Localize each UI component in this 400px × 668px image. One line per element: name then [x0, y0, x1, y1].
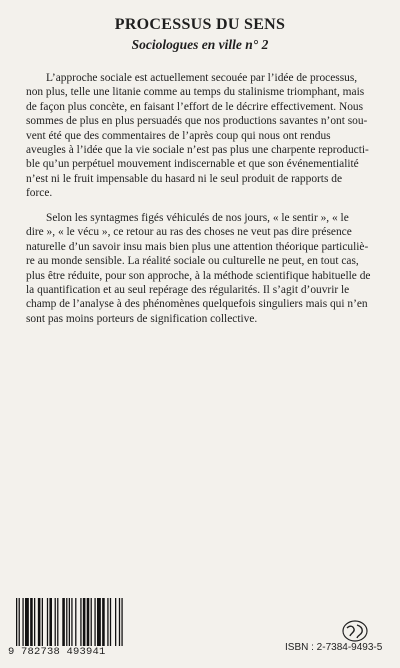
text-line: ble qu’un perpétuel mouvement indiscernable et que son événementialité	[26, 158, 359, 171]
barcode-bar	[91, 598, 92, 646]
barcode-bar	[34, 598, 35, 646]
barcode-bar	[25, 598, 29, 646]
barcode-bar	[57, 598, 58, 646]
text-line: re au monde sensible. La réalité sociale ou culturelle ne peut, en tout cas,	[26, 255, 359, 268]
text-line: L’approche sociale est actuellement secouée par l’idée de processus,	[46, 72, 358, 84]
text-line: dire », « le vécu », ce retour au ras des choses ne veut pas dire présence	[26, 226, 352, 239]
text-line: plus être réduite, pour son approche, à la méthode scientifique habituelle de	[26, 269, 371, 282]
barcode-bars	[16, 598, 124, 646]
text-line: vent été que des commentaires de l’après coup qui nous ont rendus	[26, 129, 331, 142]
blurb-paragraph-2	[26, 211, 374, 326]
barcode-bar	[115, 598, 116, 646]
barcode-bar	[66, 598, 67, 646]
barcode-bar	[62, 598, 65, 646]
barcode-bar	[47, 598, 48, 646]
barcode-bar	[71, 598, 72, 646]
barcode-bar	[87, 598, 90, 646]
text-line: la quantification et au seul repérage des régularités. Il s’agit d’ouvrir le	[26, 284, 350, 297]
text-line: aveugles à l’idée que la vie sociale n’est pas plus une charpente reproducti-	[26, 144, 369, 157]
barcode-bar	[119, 598, 120, 646]
series-subtitle: Sociologues en ville n° 2	[131, 37, 269, 52]
globe-logo-icon	[341, 620, 369, 642]
barcode-bar	[97, 598, 101, 646]
barcode-bar	[107, 598, 108, 646]
barcode-bar	[38, 598, 41, 646]
barcode-bar	[19, 598, 20, 646]
barcode-bar	[16, 598, 17, 646]
barcode-bar	[49, 598, 52, 646]
barcode-bar	[22, 598, 23, 646]
barcode-bar	[80, 598, 81, 646]
ean-barcode	[8, 598, 126, 660]
book-title: PROCESSUS DU SENS	[114, 16, 286, 33]
text-line: sommes de plus en plus persuadés que nos productions savantes n’ont sou-	[26, 115, 368, 128]
text-line: Selon les syntagmes figés véhiculés de nos jours, « le sentir », « le	[46, 212, 349, 224]
barcode-bar	[94, 598, 95, 646]
blurb-paragraph-1	[26, 71, 374, 201]
barcode-bar	[75, 598, 76, 646]
barcode-bar	[110, 598, 111, 646]
text-line: sont pas moins porteurs de signification collective.	[26, 312, 258, 325]
barcode-bar	[30, 598, 33, 646]
barcode-bar	[55, 598, 56, 646]
text-line: non plus, telle une litanie comme au temps du stalinisme triomphant, mais	[26, 86, 365, 99]
barcode-digits: 9 782738 493941	[8, 646, 106, 658]
barcode-bar	[102, 598, 105, 646]
text-line: de façon plus concète, en faisant l’effort de le décrire effectivement. Nous	[26, 100, 364, 113]
barcode-bar	[69, 598, 70, 646]
text-line: naturelle d’un savoir insu mais bien plus une attention théorique particuliè-	[26, 240, 369, 253]
barcode-bar	[83, 598, 86, 646]
isbn-text: ISBN : 2-7384-9493-5	[285, 642, 383, 653]
text-line: n’est ni le fruit impensable du hasard ni le seul produit de rapports de	[26, 172, 343, 185]
barcode-bar	[121, 598, 122, 646]
barcode-bar	[42, 598, 43, 646]
text-line: champ de l’analyse à des phénomènes quelquefois singuliers mais qui n’en	[26, 298, 368, 311]
text-line: force.	[26, 187, 53, 200]
